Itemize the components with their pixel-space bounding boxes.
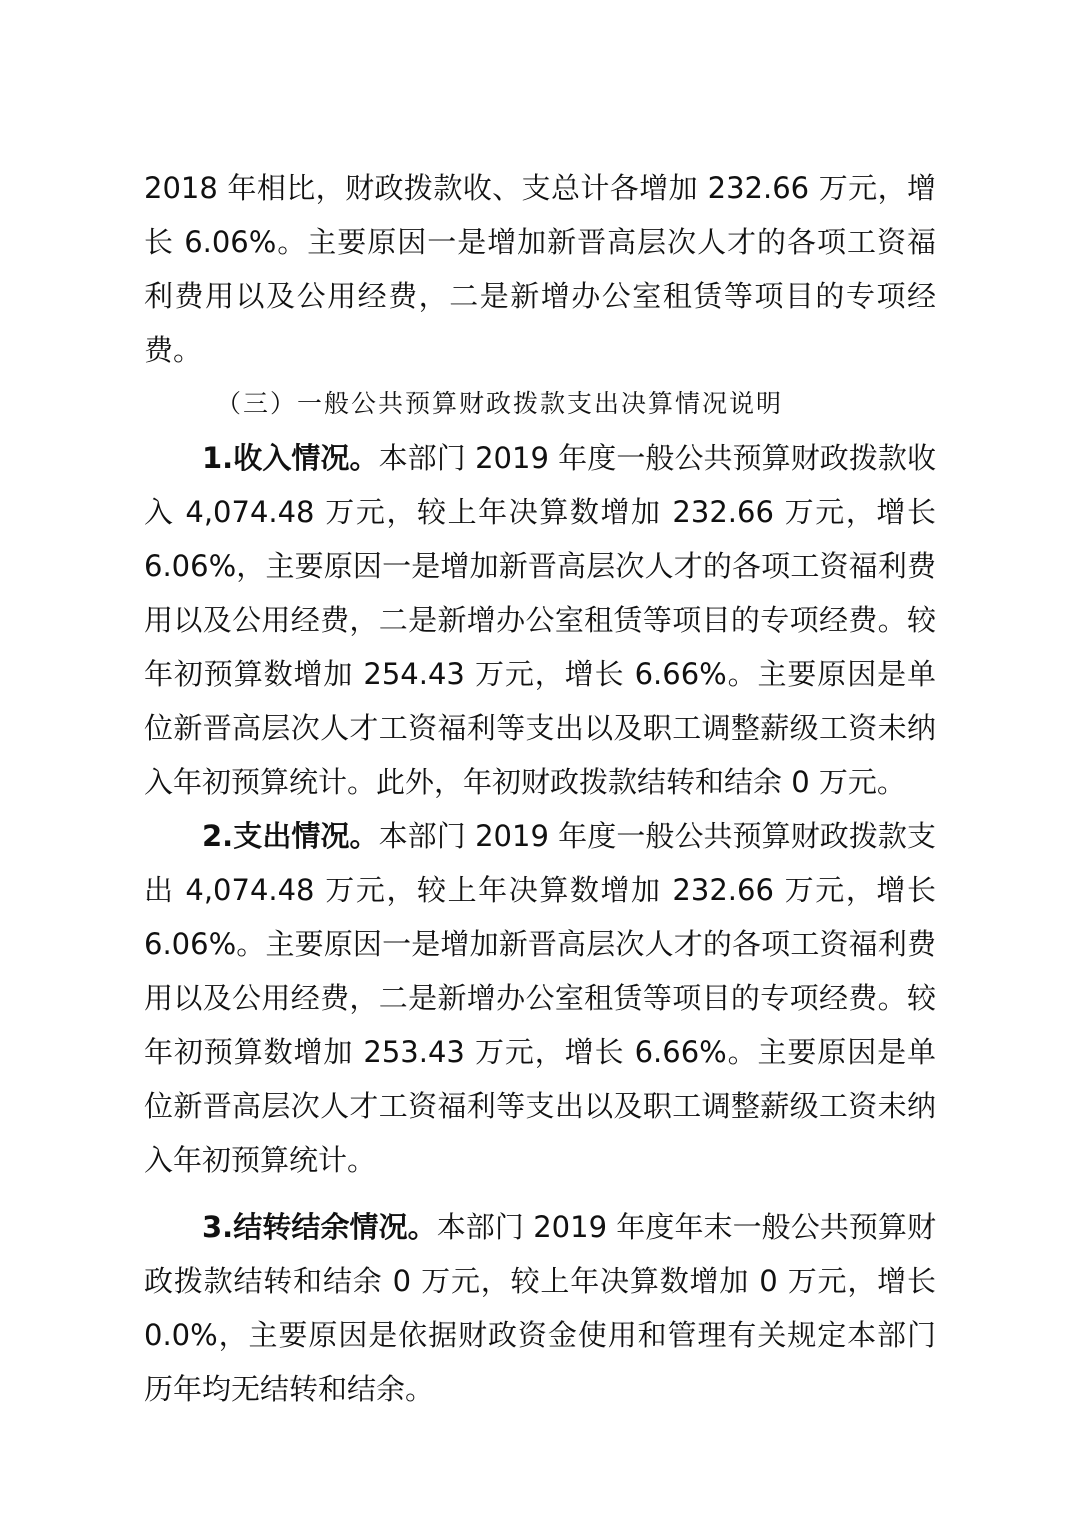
expense-text: 本部门 2019 年度一般公共预算财政拨款支出 4,074.48 万元，较上年决算数增加 232.66 万元，增长 6.06%。主要原因一是增加新晋高层次人才的各项工资福利费用以及公用经费，二是新增办公室租赁等项目的专项经费。较年初预算数增加 253.43 万元，增长 6.66%。主要原因是单位新晋高层次人才工资福利等支出以及职工调整薪级工资未纳入年初预算统计。 [144, 819, 936, 1177]
income-text: 本部门 2019 年度一般公共预算财政拨款收入 4,074.48 万元，较上年决算数增加 232.66 万元，增长 6.06%，主要原因一是增加新晋高层次人才的各项工资福利费用以及公用经费，二是新增办公室租赁等项目的专项经费。较年初预算数增加 254.43 万元，增长 6.66%。主要原因是单位新晋高层次人才工资福利等支出以及职工调整薪级工资未纳入年初预算统计。此外，年初财政拨款结转和结余 0 万元。 [144, 441, 936, 799]
document-page [144, 161, 936, 1416]
carryover-paragraph [144, 1200, 936, 1416]
intro-paragraph: 2018 年相比，财政拨款收、支总计各增加 232.66 万元，增长 6.06%。主要原因一是增加新晋高层次人才的各项工资福利费用以及公用经费，二是新增办公室租赁等项目的专项经费。 [144, 171, 936, 367]
income-paragraph [144, 431, 936, 809]
section-heading: （三）一般公共预算财政拨款支出决算情况说明 [216, 389, 784, 418]
income-lead: 1.收入情况。 [202, 441, 379, 475]
carryover-lead: 3.结转结余情况。 [202, 1210, 437, 1244]
expense-paragraph [144, 809, 936, 1187]
carryover-text: 本部门 2019 年度年末一般公共预算财政拨款结转和结余 0 万元，较上年决算数增加 0 万元，增长 0.0%，主要原因是依据财政资金使用和管理有关规定本部门历年均无结转和结余。 [144, 1210, 936, 1406]
expense-lead: 2.支出情况。 [202, 819, 379, 853]
spacer [144, 1187, 936, 1200]
